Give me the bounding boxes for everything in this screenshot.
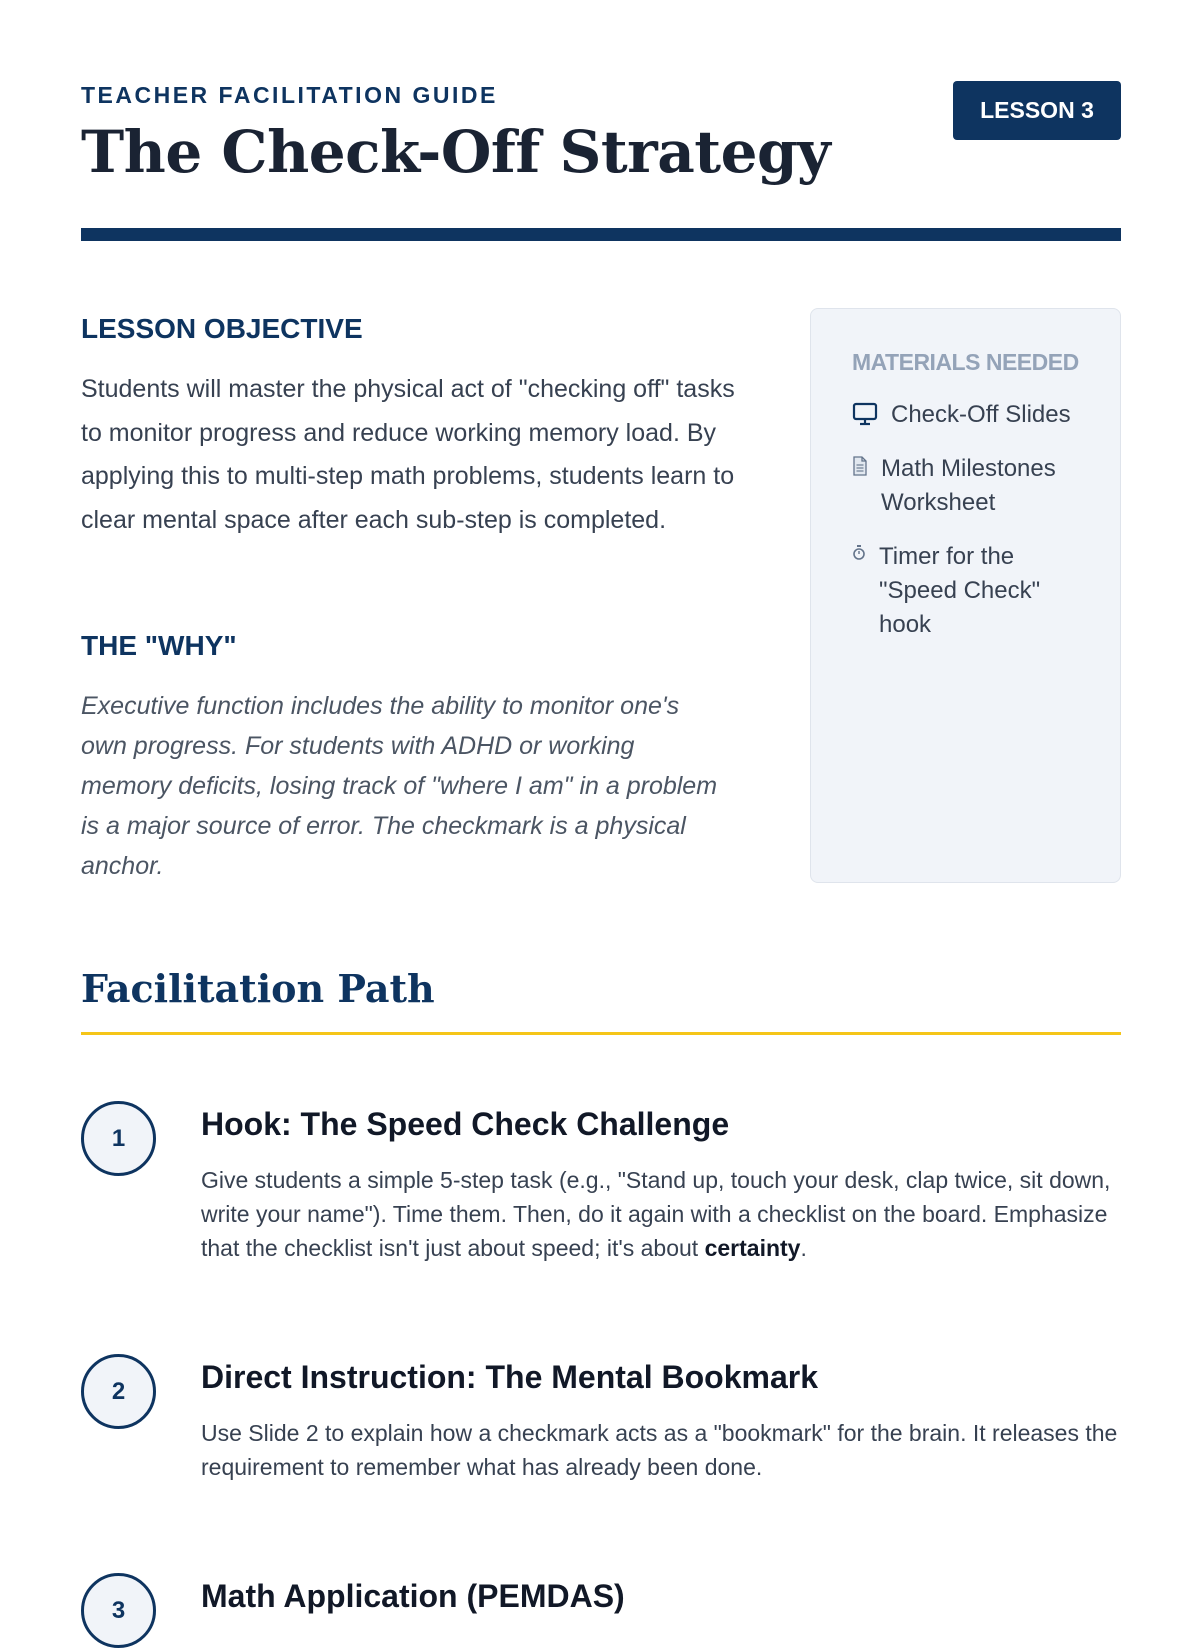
facilitation-divider xyxy=(81,1032,1121,1035)
step-description-text: Give students a simple 5-step task (e.g., "Stand up, touch your desk, clap twice, sit down, write your name"). Time them. Then, do it again with a checklist on the board. Emphasize that the checklist isn't just about speed; it's about xyxy=(201,1167,1111,1261)
step-title: Math Application (PEMDAS) xyxy=(201,1578,625,1614)
document-icon xyxy=(852,456,868,476)
header-divider xyxy=(81,228,1121,241)
material-label: Check-Off Slides xyxy=(891,401,1071,428)
why-text: Executive function includes the ability to monitor one's own progress. For students with ADHD or working memory deficits, losing track of "where I am" in a problem is a major source of error. The checkmark is a physical anchor. xyxy=(81,692,718,880)
step-number-badge: 2 xyxy=(81,1354,156,1429)
objective-heading: LESSON OBJECTIVE xyxy=(81,313,363,344)
facilitation-path-heading: Facilitation Path xyxy=(81,966,435,1011)
facilitation-guide-page xyxy=(81,0,1121,1624)
step-number-badge: 3 xyxy=(81,1573,156,1648)
lesson-badge: LESSON 3 xyxy=(953,81,1121,140)
materials-heading: MATERIALS NEEDED xyxy=(852,349,1079,375)
material-item-slides xyxy=(852,398,1080,432)
why-heading: THE "WHY" xyxy=(81,630,237,661)
step-description: Use Slide 2 to explain how a checkmark acts as a "bookmark" for the brain. It releases the requirement to remember what has already been done. xyxy=(201,1420,1118,1480)
material-label: Math Milestones Worksheet xyxy=(881,455,1056,516)
material-item-timer xyxy=(852,540,1080,642)
materials-panel xyxy=(810,308,1121,883)
step-description-emphasis: certainty xyxy=(704,1235,801,1261)
step-title: Hook: The Speed Check Challenge xyxy=(201,1106,730,1142)
material-label: Timer for the "Speed Check" hook xyxy=(879,543,1041,638)
step-number-badge: 1 xyxy=(81,1101,156,1176)
material-item-worksheet xyxy=(852,452,1080,520)
step-title: Direct Instruction: The Mental Bookmark xyxy=(201,1359,818,1395)
timer-icon xyxy=(852,544,866,562)
step-description-end: . xyxy=(800,1235,807,1261)
guide-header xyxy=(81,0,1121,240)
step-description xyxy=(201,1163,1121,1265)
monitor-icon xyxy=(852,402,878,426)
guide-eyebrow: TEACHER FACILITATION GUIDE xyxy=(81,82,498,108)
objective-text: Students will master the physical act of "checking off" tasks to monitor progress and reduce working memory load. By applying this to multi-step math problems, students learn to clear mental space after each sub-step is completed. xyxy=(81,375,735,534)
page-title: The Check-Off Strategy xyxy=(81,118,831,186)
